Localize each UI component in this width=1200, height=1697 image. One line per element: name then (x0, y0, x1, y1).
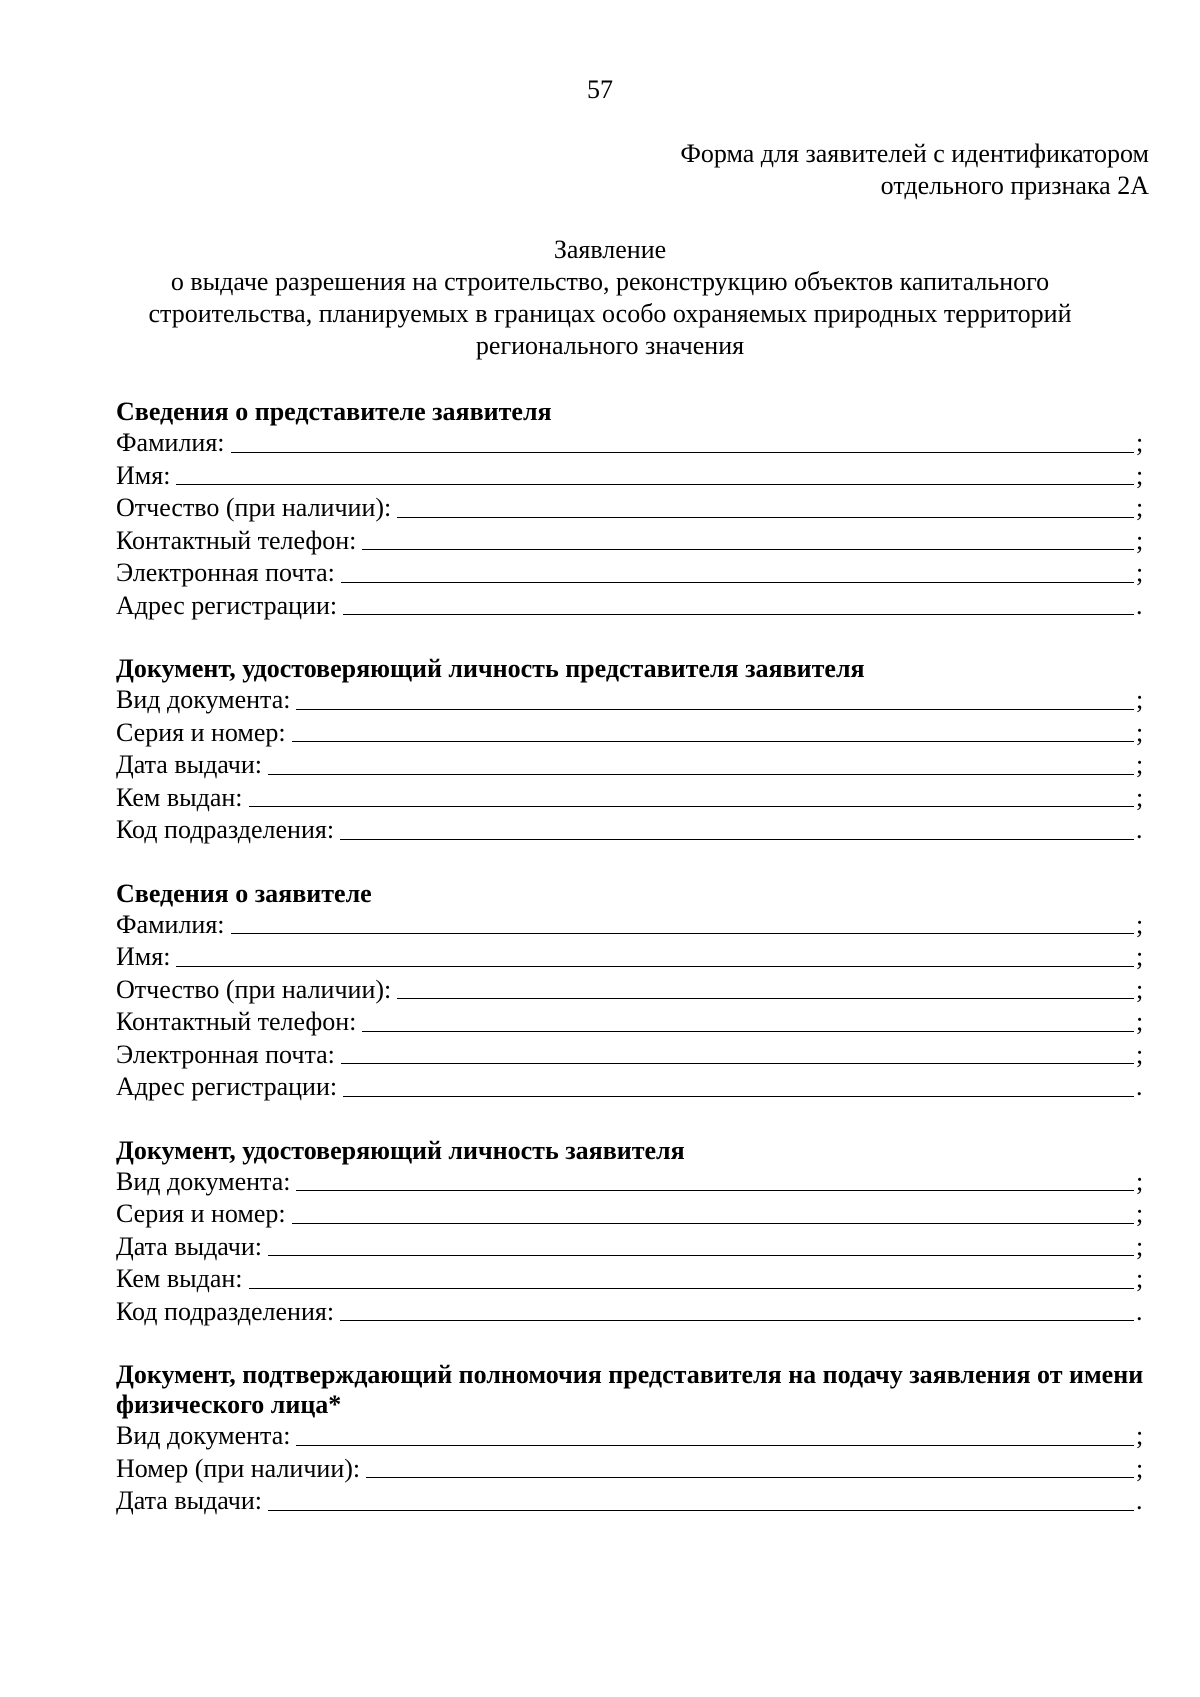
field-label: Фамилия: (116, 428, 225, 457)
field-blank-line[interactable] (292, 1223, 1134, 1224)
field-terminator: ; (1136, 1199, 1144, 1228)
form-field (116, 717, 1148, 750)
field-terminator: ; (1136, 685, 1144, 714)
section-heading: Сведения о заявителе (116, 878, 372, 908)
field-terminator: ; (1136, 1039, 1144, 1069)
field-label: Отчество (при наличии): (116, 493, 392, 522)
form-field (116, 1006, 1148, 1039)
field-label: Контактный телефон: (116, 525, 357, 555)
field-blank-line[interactable] (343, 614, 1134, 615)
form-field (116, 1296, 1148, 1329)
form-field (116, 909, 1148, 942)
page-number: 57 (587, 75, 613, 104)
field-blank-line[interactable] (268, 1255, 1134, 1256)
form-field (116, 1263, 1148, 1296)
field-terminator: ; (1136, 1421, 1144, 1450)
field-terminator: ; (1136, 1231, 1144, 1261)
field-terminator: . (1136, 1072, 1143, 1101)
form-field (116, 1071, 1148, 1104)
section-heading: Документ, удостоверяющий личность заявителя (116, 1135, 685, 1165)
form-field (116, 557, 1148, 590)
form-section (116, 1360, 1148, 1518)
field-label: Серия и номер: (116, 717, 286, 747)
field-terminator: ; (1136, 460, 1144, 490)
title-line: строительства, планируемых в границах особо охраняемых природных территорий (148, 299, 1072, 328)
form-field (116, 782, 1148, 815)
field-label: Код подразделения: (116, 1296, 335, 1326)
form-field (116, 525, 1148, 558)
field-label: Электронная почта: (116, 1039, 335, 1069)
section-heading: Документ, подтверждающий полномочия представителя на подачу заявления от имени физического лица* (116, 1360, 1144, 1419)
field-blank-line[interactable] (268, 774, 1134, 775)
title-line: о выдаче разрешения на строительство, реконструкцию объектов капитального (170, 267, 1050, 296)
field-terminator: ; (1136, 974, 1144, 1004)
form-field (116, 427, 1148, 460)
field-label: Фамилия: (116, 909, 225, 939)
field-label: Дата выдачи: (116, 1231, 263, 1261)
field-label: Вид документа: (116, 1421, 291, 1450)
form-field (116, 1420, 1148, 1453)
field-terminator: ; (1136, 942, 1144, 971)
form-field (116, 1198, 1148, 1231)
field-blank-line[interactable] (362, 549, 1134, 550)
form-field (116, 684, 1148, 717)
form-section (116, 879, 1148, 1104)
field-label: Контактный телефон: (116, 1007, 357, 1036)
form-field (116, 974, 1148, 1007)
field-label: Дата выдачи: (116, 1486, 263, 1515)
field-terminator: ; (1136, 1264, 1144, 1293)
form-note (449, 138, 1149, 202)
form-section (116, 397, 1148, 622)
title-line: Заявление (553, 235, 667, 264)
field-terminator: ; (1136, 428, 1144, 457)
field-label: Код подразделения: (116, 815, 335, 844)
field-blank-line[interactable] (176, 484, 1134, 485)
field-label: Электронная почта: (116, 558, 335, 587)
field-blank-line[interactable] (176, 966, 1134, 967)
field-blank-line[interactable] (343, 1096, 1134, 1097)
field-terminator: . (1136, 1296, 1143, 1326)
field-blank-line[interactable] (296, 1445, 1134, 1446)
form-note-line: Форма для заявителей с идентификатором (680, 139, 1149, 168)
document-title (110, 234, 1110, 362)
field-label: Кем выдан: (116, 1264, 243, 1293)
field-terminator: . (1136, 815, 1143, 844)
field-terminator: . (1136, 590, 1143, 620)
field-label: Имя: (116, 942, 171, 971)
form-field (116, 492, 1148, 525)
field-label: Вид документа: (116, 685, 291, 714)
form-section (116, 1136, 1148, 1329)
title-line: регионального значения (475, 331, 745, 360)
field-label: Вид документа: (116, 1166, 291, 1196)
field-blank-line[interactable] (341, 582, 1134, 583)
field-blank-line[interactable] (340, 1320, 1134, 1321)
field-blank-line[interactable] (296, 1190, 1134, 1191)
field-terminator: ; (1136, 717, 1144, 747)
field-blank-line[interactable] (366, 1477, 1134, 1478)
field-blank-line[interactable] (341, 1063, 1134, 1064)
form-field (116, 1453, 1148, 1486)
field-terminator: ; (1136, 909, 1144, 939)
section-heading: Документ, удостоверяющий личность представителя заявителя (116, 654, 865, 683)
form-content (116, 397, 1148, 1550)
field-label: Кем выдан: (116, 782, 243, 812)
field-label: Дата выдачи: (116, 750, 263, 779)
field-blank-line[interactable] (340, 839, 1134, 840)
field-blank-line[interactable] (397, 998, 1134, 999)
form-field (116, 1231, 1148, 1264)
field-terminator: ; (1136, 1007, 1144, 1036)
field-label: Серия и номер: (116, 1199, 286, 1228)
form-field (116, 1039, 1148, 1072)
field-label: Отчество (при наличии): (116, 974, 392, 1004)
form-field (116, 460, 1148, 493)
form-field (116, 1485, 1148, 1518)
form-field (116, 1166, 1148, 1199)
form-note-line: отдельного признака 2А (880, 171, 1149, 200)
field-blank-line[interactable] (249, 806, 1135, 807)
field-terminator: ; (1136, 525, 1144, 555)
field-label: Адрес регистрации: (116, 1072, 338, 1101)
form-field (116, 590, 1148, 623)
field-blank-line[interactable] (268, 1510, 1134, 1511)
field-blank-line[interactable] (249, 1288, 1135, 1289)
form-field (116, 814, 1148, 847)
field-terminator: ; (1136, 558, 1144, 587)
form-field (116, 749, 1148, 782)
field-blank-line[interactable] (292, 741, 1134, 742)
field-terminator: ; (1136, 1166, 1144, 1196)
form-section (116, 654, 1148, 847)
field-blank-line[interactable] (231, 933, 1134, 934)
field-terminator: . (1136, 1486, 1143, 1515)
field-terminator: ; (1136, 493, 1144, 522)
field-terminator: ; (1136, 782, 1144, 812)
section-heading: Сведения о представителе заявителя (116, 397, 552, 426)
field-label: Адрес регистрации: (116, 590, 338, 620)
field-blank-line[interactable] (231, 452, 1134, 453)
field-blank-line[interactable] (296, 709, 1134, 710)
field-label: Имя: (116, 460, 171, 490)
field-terminator: ; (1136, 1453, 1144, 1483)
field-blank-line[interactable] (397, 517, 1134, 518)
field-label: Номер (при наличии): (116, 1453, 361, 1483)
field-terminator: ; (1136, 750, 1144, 779)
form-field (116, 941, 1148, 974)
field-blank-line[interactable] (362, 1031, 1134, 1032)
